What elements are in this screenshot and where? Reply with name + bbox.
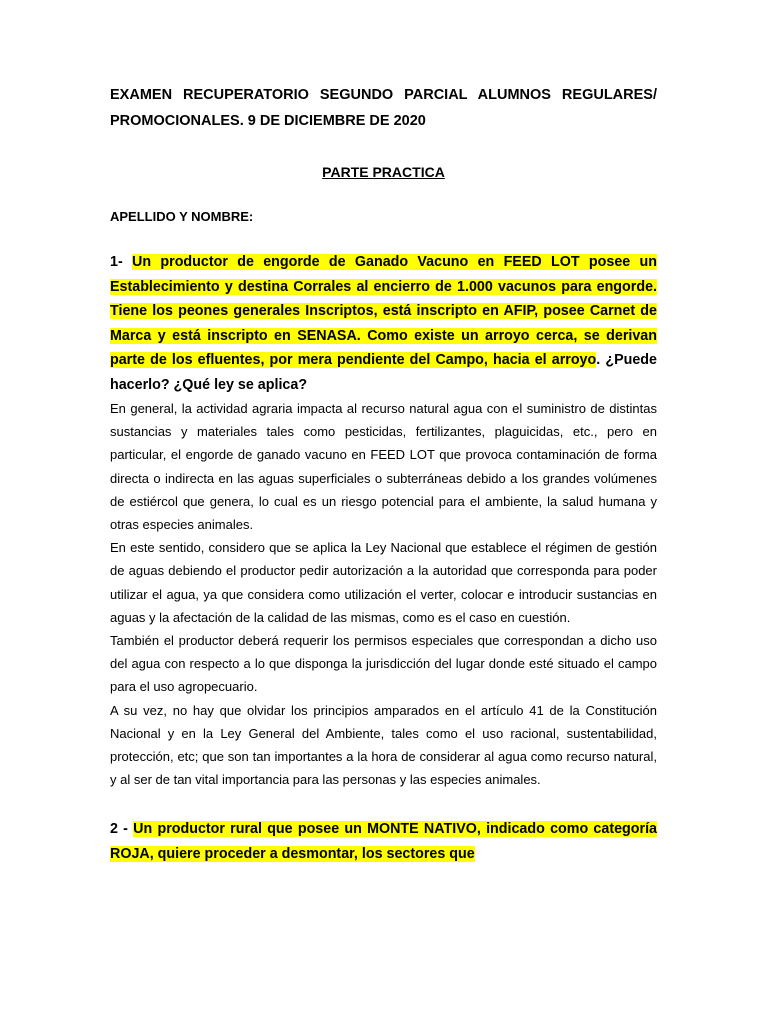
- question-1: [110, 250, 657, 397]
- question-2: [110, 817, 657, 866]
- answer-1-paragraph-2: En este sentido, considero que se aplica la Ley Nacional que establece el régimen de gestión de aguas debiendo el productor pedir autorización a la autoridad que corresponda para poder utilizar el agua, ya que considera como utilización el verter, colocar e introducir sustancias en aguas y la afectación de la calidad de las mismas, como es el caso en cuestión.: [110, 540, 657, 625]
- answer-1-paragraph-4: A su vez, no hay que olvidar los principios amparados en el artículo 41 de la Constitución Nacional y en la Ley General del Ambiente, tales como el uso racional, sustentabilidad, protección, etc; que son tan importantes a la hora de considerar al agua como recurso natural, y al ser de tan vital importancia para las personas y las especies animales.: [110, 702, 657, 788]
- exam-title: EXAMEN RECUPERATORIO SEGUNDO PARCIAL ALUMNOS REGULARES/ PROMOCIONALES. 9 DE DICIEMBRE DE 2020: [110, 87, 657, 129]
- question-1-highlighted-text: Un productor de engorde de Ganado Vacuno en FEED LOT posee un Establecimiento y destina Corrales al encierro de 1.000 vacunos para engorde. Tiene los peones generales Inscriptos, está inscripto en AFIP, posee Carnet de Marca y está inscripto en SENASA. Como existe un arroyo cerca, se derivan parte de los efluentes, por mera pendiente del Campo, hacia el arroyo: [110, 254, 657, 368]
- student-name-label: APELLIDO Y NOMBRE:: [110, 209, 254, 224]
- answer-1-paragraph-1: En general, la actividad agraria impacta al recurso natural agua con el suministro de distintas sustancias y materiales tales como pesticidas, fertilizantes, plaguicidas, etc., pero en particular, el engorde de ganado vacuno en FEED LOT que provoca contaminación de forma directa o indirecta en las aguas superficiales o subterráneas debido a los grandes volúmenes de estiércol que genera, lo cual es un riesgo potencial para el ambiente, la salud humana y otras especies animales.: [110, 401, 657, 533]
- question-2-number: 2 -: [110, 821, 134, 838]
- document-body: [110, 82, 657, 866]
- section-title: PARTE PRACTICA: [322, 164, 445, 180]
- question-1-number: 1-: [110, 254, 133, 270]
- question-2-highlighted-text: Un productor rural que posee un MONTE NATIVO, indicado como categoría ROJA, quiere proceder a desmontar, los sectores que: [110, 821, 657, 862]
- answer-1-paragraph-3: También el productor deberá requerir los permisos especiales que correspondan a dicho uso del agua con respecto a lo que disponga la jurisdicción del lugar donde esté situado el campo para el uso agropecuario.: [110, 633, 657, 695]
- question-1-prompt: . ¿Puede hacerlo? ¿Qué ley se aplica?: [110, 352, 657, 393]
